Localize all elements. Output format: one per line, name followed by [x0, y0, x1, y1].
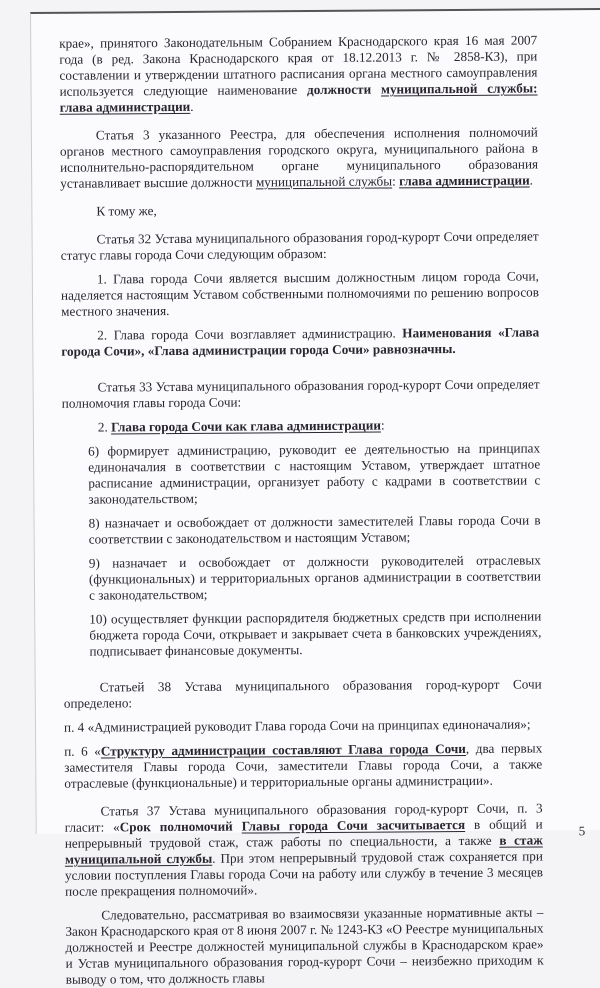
paragraph-article-33-item-2: 2. Глава города Сочи как глава администрации:: [97, 417, 385, 435]
document-body: [59, 32, 544, 987]
emphasis-municipal-service-title: муниципальной службы: глава администрации: [59, 80, 538, 115]
paragraph-article-3: Статья 3 указанного Реестра, для обеспечения исполнения полномочий органов местного самоуправления городского округа, муниципального района в исполнительно-распорядительном органе муниципального образования устанавливает высшие должности муниципальной службы: глава администрации.: [59, 124, 539, 191]
paragraph-article-32: Статья 32 Устава муниципального образования город-курорт Сочи определяет статус главы города Сочи следующим образом:: [60, 228, 539, 263]
paragraph-article-38: Статьей 38 Устава муниципального образования город-курорт Сочи определено:: [63, 676, 542, 711]
paragraph-article-38-p4: п. 4 «Администрацией руководит Глава города Сочи на принципах единоначалия»;: [63, 716, 531, 735]
emphasis-term-counted: Главы города Сочи засчитывается: [241, 816, 466, 834]
emphasis-head-of-administration: глава администрации: [399, 172, 530, 189]
paragraph-article-32-item-1: 1. Глава города Сочи является высшим должностным лицом города Сочи, наделяется настоящим Уставом собственными полномочиями по решению вопросов местного значения.: [60, 268, 540, 319]
paragraph-article-32-item-2: 2. Глава города Сочи возглавляет администрацию. Наименования «Глава города Сочи», «Глава администрации города Сочи» равнозначны.: [61, 324, 540, 359]
sub-item-9: 9) назначает и освобождает от должности руководителей отраслевых (функциональных) и территориальных органов администрации в соответствии с законодательством;: [88, 552, 542, 603]
emphasis-head-as-administration-head: Глава города Сочи как глава администрации: [111, 417, 381, 435]
emphasis-administration-structure: Структуру администрации составляют Глава города Сочи: [100, 740, 466, 759]
paragraph-registry-law: крае», принятого Законодательным Собранием Краснодарского края 16 мая 2007 года (в ред. Закона Краснодарского края от 18.12.2013 г. № 2858-КЗ), при составлении и утверждении штатного расписания органа местного самоуправления используется следующие наименование должности муниципальной службы: глава администрации.: [59, 32, 538, 115]
paragraph-article-37: Статья 37 Устава муниципального образования город-курорт Сочи, п. 3 гласит: «Срок полномочий Главы города Сочи засчитывается в общий и непрерывный трудовой стаж, стаж работы по специальности, а также в стаж муниципальной службы. При этом непрерывный трудовой стаж сохраняется при условии поступления Главы города Сочи на работу или службу в течение 3 месяцев после прекращения полномочий».: [64, 800, 544, 899]
sub-item-8: 8) назначает и освобождает от должности заместителей Главы города Сочи в соответствии с законодательством и настоящим Уставом;: [88, 512, 541, 547]
document-page: [30, 8, 600, 987]
page-number: 5: [578, 823, 586, 839]
paragraph-conclusion: Следовательно, рассматривая во взаимосвязи указанные нормативные акты – Закон Краснодарского края от 8 июня 2007 г. № 1243-КЗ «О Реестре муниципальных должностей и Реестре должностей муниципальной службы в Краснодарском крае» и Устав муниципального образования город-курорт Сочи – неизбежно приходим к выводу о том, что должность главы: [65, 904, 544, 987]
emphasis-municipal-service-tenure: в стаж муниципальной службы: [64, 832, 543, 867]
paragraph-article-38-p6: п. 6 «Структуру администрации составляют Глава города Сочи, два первых заместителя Главы города Сочи, заместители Главы города Сочи, а также отраслевые (функциональные) и территориальные органы администрации».: [64, 740, 543, 791]
sub-item-10: 10) осуществляет функции распорядителя бюджетных средств при исполнении бюджета города Сочи, открывает и закрывает счета в банковских учреждениях, подписывает финансовые документы.: [89, 608, 542, 659]
sub-item-6: 6) формирует администрацию, руководит ее деятельностью на принципах единоначалия в соответствии с настоящим Уставом, утверждает штатное расписание администрации, организует работу с кадрами в соответствии с законодательством;: [88, 440, 541, 507]
paragraph-moreover: К тому же,: [96, 203, 157, 219]
paragraph-article-33: Статья 33 Устава муниципального образования город-курорт Сочи определяет полномочия главы города Сочи:: [61, 376, 540, 411]
